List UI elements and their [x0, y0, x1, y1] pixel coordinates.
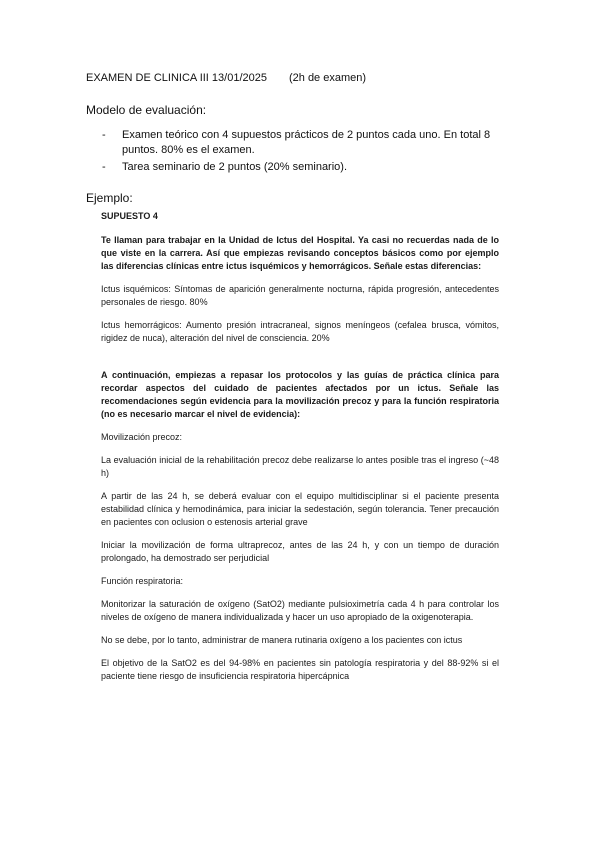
bullet-dash: -	[102, 129, 106, 141]
case-title: SUPUESTO 4	[101, 211, 158, 221]
question-2: A continuación, empiezas a repasar los protocolos y las guías de práctica clínica para recordar aspectos del cuidado de pacientes afectados por un ictus. Señale las recomendaciones según evidencia para la movilización precoz y para la función respiratoria (no es necesario marcar el nivel de evidencia):	[101, 370, 499, 419]
exam-title-line	[86, 72, 366, 84]
respiratory-item: No se debe, por lo tanto, administrar de manera rutinaria oxígeno a los pacientes con ictus	[101, 635, 463, 645]
bullet-dash: -	[102, 161, 106, 173]
answer-ischemic: Ictus isquémicos: Síntomas de aparición generalmente nocturna, rápida progresión, antecedentes personales de riesgo. 80%	[101, 284, 499, 307]
respiratory-heading: Función respiratoria:	[101, 576, 184, 586]
mobilization-heading: Movilización precoz:	[101, 432, 183, 442]
mobilization-item: A partir de las 24 h, se deberá evaluar con el equipo multidisciplinar si el paciente presenta estabilidad clínica y hemodinámica, para iniciar la sedestación, según tolerancia. Tener precaución en pacientes con oclusion o estenosis arterial grave	[101, 491, 499, 527]
evaluation-item	[102, 160, 502, 175]
evaluation-item-text: Examen teórico con 4 supuestos prácticos de 2 puntos cada uno. En total 8 puntos. 80% es el examen.	[122, 129, 491, 156]
answer-hemorrhagic: Ictus hemorrágicos: Aumento presión intracraneal, signos meníngeos (cefalea brusca, vómitos, rigidez de nuca), alteración del nivel de consciencia. 20%	[101, 320, 499, 343]
question-1: Te llaman para trabajar en la Unidad de Ictus del Hospital. Ya casi no recuerdas nada de lo que viste en la carrera. Así que empiezas revisando conceptos básicos como por ejemplo las diferencias clínicas entre ictus isquémicos y hemorrágicos. Señale estas diferencias:	[101, 235, 499, 271]
mobilization-item: Iniciar la movilización de forma ultraprecoz, antes de las 24 h, y con un tiempo de duración prolongado, ha demostrado ser perjudicial	[101, 540, 499, 563]
example-case	[101, 210, 499, 693]
evaluation-item-text: Tarea seminario de 2 puntos (20% seminario).	[122, 161, 348, 173]
respiratory-item: El objetivo de la SatO2 es del 94-98% en pacientes sin patología respiratoria y del 88-92% si el paciente tiene riesgo de insuficiencia respiratoria hipercápnica	[101, 658, 499, 681]
evaluation-list	[102, 128, 502, 177]
respiratory-item: Monitorizar la saturación de oxígeno (SatO2) mediante pulsioximetría cada 4 h para controlar los niveles de oxígeno de manera individualizada y hacer un uso apropiado de la oxigenoterapia.	[101, 599, 499, 622]
evaluation-item	[102, 128, 502, 158]
mobilization-item: La evaluación inicial de la rehabilitación precoz debe realizarse lo antes posible tras el ingreso (~48 h)	[101, 455, 499, 478]
example-heading: Ejemplo:	[86, 191, 133, 205]
evaluation-heading: Modelo de evaluación:	[86, 103, 207, 117]
exam-title: EXAMEN DE CLINICA III 13/01/2025	[86, 72, 267, 84]
exam-duration: (2h de examen)	[288, 72, 367, 84]
